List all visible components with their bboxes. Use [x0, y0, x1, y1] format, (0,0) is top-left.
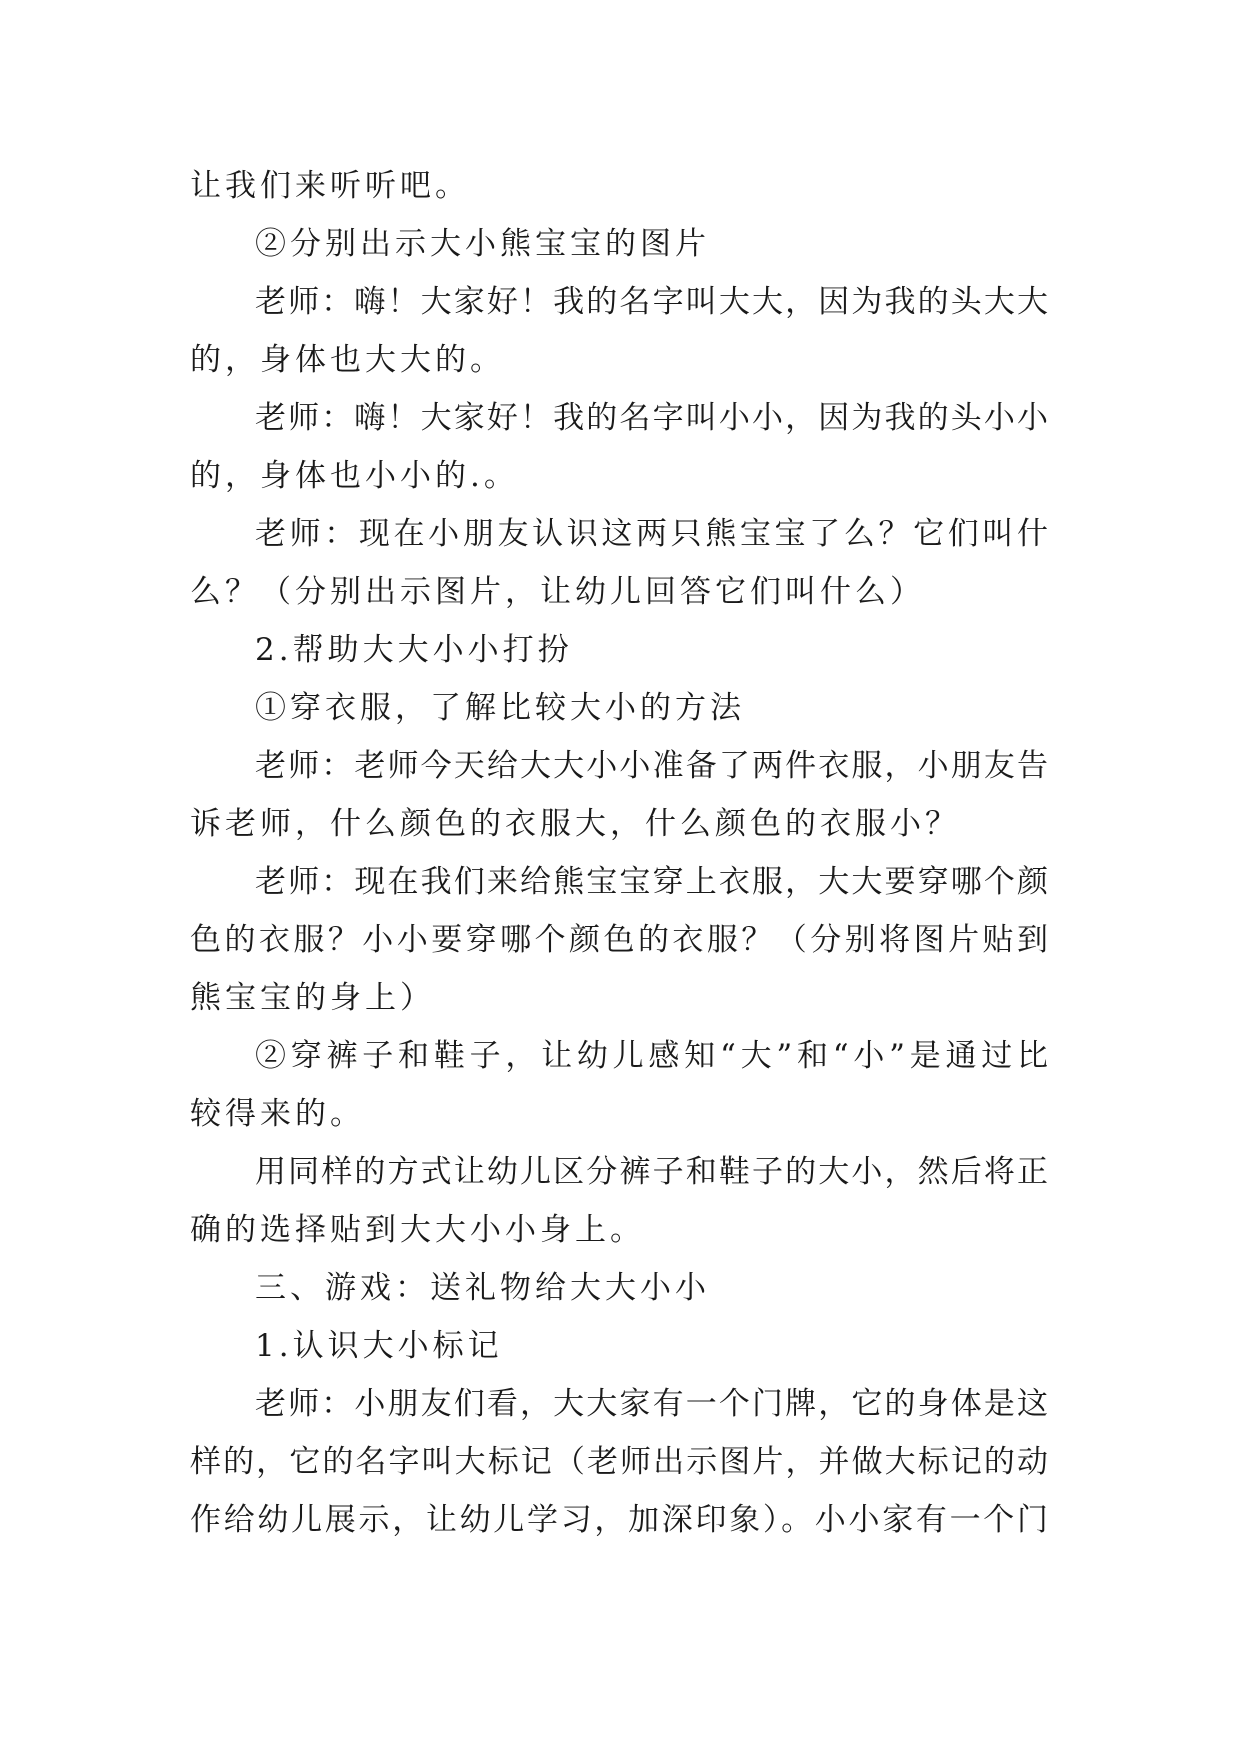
text-line: 用同样的方式让幼儿区分裤子和鞋子的大小，然后将正 — [255, 1154, 1048, 1190]
text-line: 熊宝宝的身上） — [190, 980, 435, 1016]
text-line: ②穿裤子和鞋子，让幼儿感知“大”和“小”是通过比 — [255, 1038, 1048, 1074]
text-line: 老师：嗨！大家好！我的名字叫大大，因为我的头大大 — [255, 284, 1048, 320]
text-line: ①穿衣服，了解比较大小的方法 — [255, 690, 745, 726]
text-line: 老师：现在我们来给熊宝宝穿上衣服，大大要穿哪个颜 — [255, 864, 1048, 900]
text-line: 样的，它的名字叫大标记（老师出示图片，并做大标记的动 — [190, 1444, 1048, 1480]
text-line: 色的衣服？小小要穿哪个颜色的衣服？（分别将图片贴到 — [190, 922, 1048, 958]
text-line: 老师：现在小朋友认识这两只熊宝宝了么？它们叫什 — [255, 516, 1048, 552]
text-line: 让我们来听听吧。 — [190, 168, 470, 204]
text-line: 老师：小朋友们看，大大家有一个门牌，它的身体是这 — [255, 1386, 1048, 1422]
text-line: 的，身体也小小的.。 — [190, 458, 519, 494]
text-line: 么？（分别出示图片，让幼儿回答它们叫什么） — [190, 574, 925, 610]
text-line: 确的选择贴到大大小小身上。 — [190, 1212, 645, 1248]
text-line: 诉老师，什么颜色的衣服大，什么颜色的衣服小？ — [190, 806, 960, 842]
text-line: 2.帮助大大小小打扮 — [255, 632, 573, 668]
text-line: 的，身体也大大的。 — [190, 342, 505, 378]
text-line: 三、游戏：送礼物给大大小小 — [255, 1270, 710, 1306]
text-line: 老师：嗨！大家好！我的名字叫小小，因为我的头小小 — [255, 400, 1048, 436]
text-line: 作给幼儿展示，让幼儿学习，加深印象）。小小家有一个门 — [190, 1502, 1048, 1538]
text-line: 较得来的。 — [190, 1096, 365, 1132]
text-line: ②分别出示大小熊宝宝的图片 — [255, 226, 710, 262]
text-line: 1.认识大小标记 — [255, 1328, 503, 1364]
text-line: 老师：老师今天给大大小小准备了两件衣服，小朋友告 — [255, 748, 1048, 784]
